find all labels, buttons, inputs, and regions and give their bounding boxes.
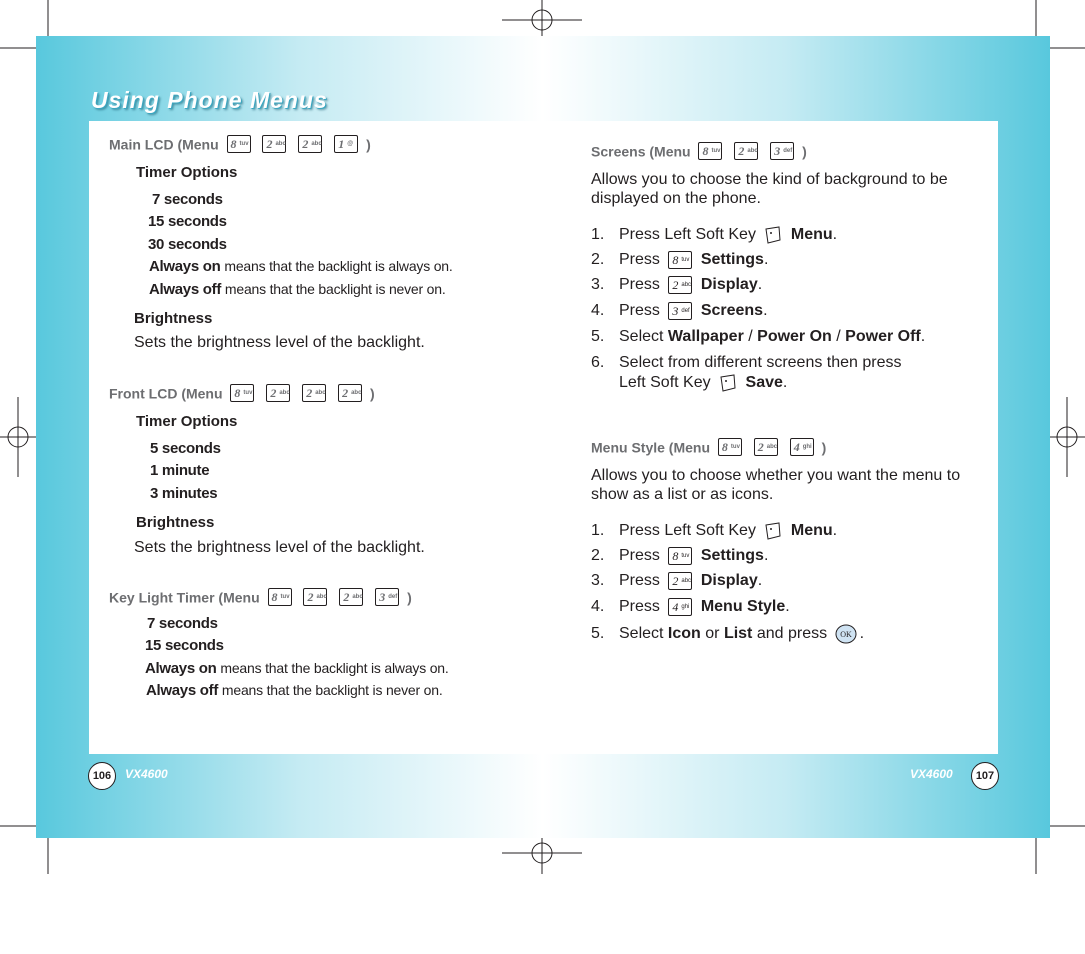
timer-option: 7 seconds — [152, 191, 223, 208]
timer-option: Always off means that the backlight is never on. — [149, 281, 446, 298]
timer-option: 15 seconds — [148, 213, 227, 230]
front-lcd-brightness-text: Sets the brightness level of the backlight. — [134, 539, 425, 556]
key-2-icon: 2 abc — [338, 384, 362, 402]
left-soft-key-icon — [718, 373, 738, 393]
timer-option: 3 minutes — [150, 485, 218, 502]
page-number-left: 106 — [88, 762, 116, 790]
page-title: Using Phone Menus — [91, 87, 328, 113]
front-lcd-timer-heading: Timer Options — [136, 413, 238, 430]
timer-option: 1 minute — [150, 462, 210, 479]
menu-style-step-2: 2. Press 8 tuv Settings. — [591, 547, 769, 565]
svg-text:OK: OK — [839, 630, 852, 639]
key-light-timer-heading: Key Light Timer (Menu 8 tuv 2 abc 2 abc 3 def ) — [109, 589, 412, 606]
screens-step-6: 6. Select from different screens then press — [591, 354, 902, 371]
key-4-icon: 4 ghi — [668, 598, 692, 616]
key-light-option: Always off means that the backlight is never on. — [146, 682, 443, 699]
key-8-icon: 8 tuv — [668, 547, 692, 565]
timer-option: Always on means that the backlight is always on. — [149, 258, 453, 275]
screens-step-1: 1. Press Left Soft Key Menu. — [591, 226, 838, 244]
key-3-icon: 3 def — [375, 588, 399, 606]
registration-mark-icon — [0, 397, 36, 477]
model-name-right: VX4600 — [910, 767, 953, 781]
key-3-icon: 3 def — [668, 302, 692, 320]
key-light-option: 15 seconds — [145, 637, 224, 654]
key-8-icon: 8 tuv — [230, 384, 254, 402]
key-2-icon: 2 abc — [734, 142, 758, 160]
screens-step-2: 2. Press 8 tuv Settings. — [591, 251, 769, 269]
key-2-icon: 2 abc — [262, 135, 286, 153]
left-soft-key-icon — [763, 521, 783, 541]
key-8-icon: 8 tuv — [268, 588, 292, 606]
screens-intro: Allows you to choose the kind of background to be displayed on the phone. — [591, 171, 948, 207]
front-lcd-brightness-heading: Brightness — [136, 514, 215, 531]
key-2-icon: 2 abc — [668, 572, 692, 590]
page-number-right: 107 — [971, 762, 999, 790]
key-4-icon: 4 ghi — [790, 438, 814, 456]
key-2-icon: 2 abc — [339, 588, 363, 606]
ok-key-icon — [835, 624, 857, 644]
menu-style-intro: Allows you to choose whether you want the menu to show as a list or as icons. — [591, 467, 961, 503]
key-2-icon: 2 abc — [266, 384, 290, 402]
registration-mark-icon — [1050, 397, 1085, 477]
key-3-icon: 3 def — [770, 142, 794, 160]
screens-step-3: 3. Press 2 abc Display. — [591, 276, 763, 294]
key-2-icon: 2 abc — [303, 588, 327, 606]
key-light-option: 7 seconds — [147, 615, 218, 632]
timer-option: 30 seconds — [148, 236, 227, 253]
screens-step-6-cont: Left Soft Key Save. — [619, 374, 788, 392]
screens-heading: Screens (Menu 8 tuv 2 abc 3 def ) — [591, 143, 807, 160]
menu-style-heading: Menu Style (Menu 8 tuv 2 abc 4 ghi ) — [591, 439, 827, 456]
main-lcd-timer-heading: Timer Options — [136, 164, 238, 181]
menu-style-step-4: 4. Press 4 ghi Menu Style. — [591, 598, 790, 616]
registration-mark-icon — [502, 838, 582, 874]
key-8-icon: 8 tuv — [698, 142, 722, 160]
key-light-option: Always on means that the backlight is always on. — [145, 660, 449, 677]
key-8-icon: 8 tuv — [668, 251, 692, 269]
registration-mark-icon — [502, 0, 582, 36]
key-1-icon: 1 @ — [334, 135, 358, 153]
left-soft-key-icon — [763, 225, 783, 245]
screens-step-5: 5. Select Wallpaper / Power On / Power Off. — [591, 328, 926, 345]
key-8-icon: 8 tuv — [718, 438, 742, 456]
key-2-icon: 2 abc — [302, 384, 326, 402]
model-name-left: VX4600 — [125, 767, 168, 781]
menu-style-step-1: 1. Press Left Soft Key Menu. — [591, 522, 838, 540]
key-2-icon: 2 abc — [668, 276, 692, 294]
key-2-icon: 2 abc — [298, 135, 322, 153]
main-lcd-brightness-heading: Brightness — [134, 310, 213, 327]
timer-option: 5 seconds — [150, 440, 221, 457]
key-2-icon: 2 abc — [754, 438, 778, 456]
key-8-icon: 8 tuv — [227, 135, 251, 153]
menu-style-step-3: 3. Press 2 abc Display. — [591, 572, 763, 590]
main-lcd-heading: Main LCD (Menu 8 tuv 2 abc 2 abc 1 @ ) — [109, 136, 371, 153]
front-lcd-heading: Front LCD (Menu 8 tuv 2 abc 2 abc 2 abc ) — [109, 385, 375, 402]
main-lcd-brightness-text: Sets the brightness level of the backlight. — [134, 334, 425, 351]
menu-style-step-5: 5. Select Icon or List and press OK . — [591, 625, 865, 643]
screens-step-4: 4. Press 3 def Screens. — [591, 302, 768, 320]
